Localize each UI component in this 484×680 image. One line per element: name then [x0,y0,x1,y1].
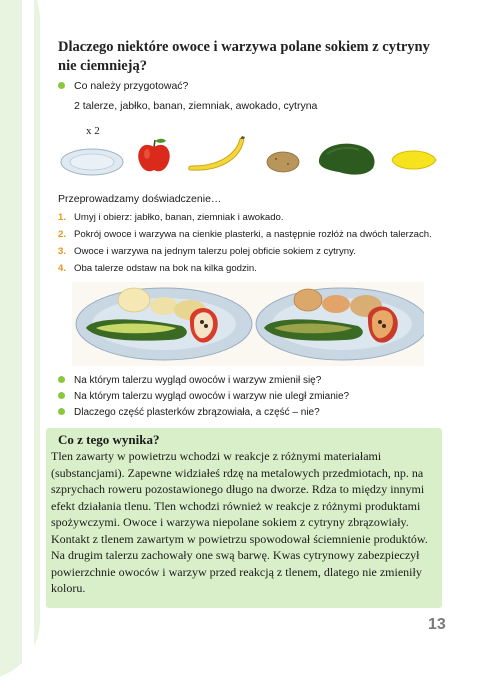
step-number: 1. [58,212,67,223]
bullet-icon [58,376,65,383]
bullet-icon [58,392,65,399]
apple-icon [136,136,172,174]
experiment-result-photo [72,282,424,366]
question-text: Dlaczego część plasterków zbrązowiała, a część – nie? [74,407,320,418]
conclusion-text: Tlen zawarty w powietrzu wchodzi w reakcje z różnymi materiałami (substancjami). Zapewne widziałeś rdzę na metalowych przedmiotach, np. na szprychach roweru pozostawionego długo na dworze. Rdza to między innymi efekt działania tlenu. Tlen wchodzi również w reakcje z różnymi produktami spożywczymi. Owoce i warzywa niepolane sokiem z cytryny zbrązowiały. Kontakt z tlenem zawartym w powietrzu spowodował ściemnienie produktów. Na drugim talerzu zachowały one swą barwę. Kwas cytrynowy zabezpieczył powierzchnie owoców i warzyw przed reakcją z tlenem, dlatego nie zmieniły koloru. [51,449,428,595]
question-text: Na którym talerzu wygląd owoców i warzyw nie uległ zmianie? [74,391,350,402]
page-edge-decoration [0,0,40,680]
step-item [58,243,458,260]
step-number: 4. [58,263,67,274]
step-text: Oba talerze odstaw na bok na kilka godzin. [74,263,257,274]
page-title: Dlaczego niektóre owoce i warzywa polane sokiem z cytryny nie ciemnieją? [58,39,430,74]
questions-list [58,373,349,421]
question-text: Na którym talerzu wygląd owoców i warzyw zmienił się? [74,375,322,386]
question-item [58,405,349,421]
step-text: Owoce i warzywa na jednym talerzu polej obficie sokiem z cytryny. [74,246,356,257]
step-text: Pokrój owoce i warzywa na cienkie plasterki, a następnie rozłóż na dwóch talerzach. [74,229,432,240]
bullet-icon [58,408,65,415]
avocado-icon [315,138,379,178]
plates-illustration [72,282,424,366]
prepare-question [58,80,188,92]
conclusion-box [46,428,442,608]
conclusion-title: Co z tego wynika? [58,432,160,447]
step-number: 3. [58,246,67,257]
materials-list: 2 talerze, jabłko, banan, ziemniak, awokado, cytryna [74,100,318,112]
question-item [58,389,349,405]
lemon-icon [390,144,438,176]
step-number: 2. [58,229,67,240]
plate-multiplier: x 2 [86,125,100,137]
banana-icon [184,136,250,176]
plate-icon [60,148,124,176]
step-item [58,260,458,277]
prepare-question-text: Co należy przygotować? [74,80,189,92]
materials-illustration [60,136,445,180]
step-text: Umyj i obierz: jabłko, banan, ziemniak i awokado. [74,212,284,223]
steps-list [58,209,458,277]
bullet-icon [58,82,65,89]
page-number: 13 [428,616,446,633]
question-item [58,373,349,389]
potato-icon [266,150,300,174]
step-item [58,209,458,226]
experiment-intro: Przeprowadzamy doświadczenie… [58,193,222,205]
step-item [58,226,458,243]
